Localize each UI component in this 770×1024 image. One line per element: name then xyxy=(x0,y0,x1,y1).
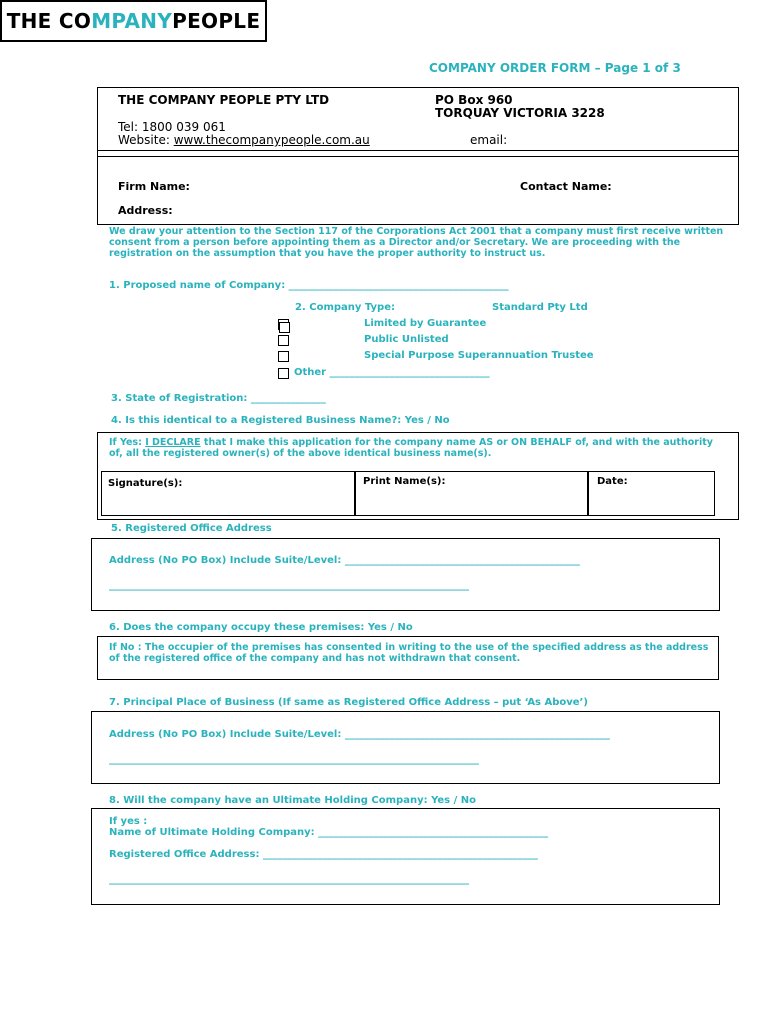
checkbox-limited-shadow xyxy=(279,322,290,333)
section-117-notice: We draw your attention to the Section 117 of the Corporations Act 2001 that a company must first receive written consent from a person before appointing them as a Director and/or Secretary. We are proceeding with the registration on the assumption that you have the proper authority to instruct us. xyxy=(109,226,724,259)
q7-box xyxy=(91,711,720,784)
suburb: TORQUAY VICTORIA 3228 xyxy=(435,106,605,120)
website-link[interactable]: www.thecompanypeople.com.au xyxy=(173,133,370,147)
header-divider-2 xyxy=(97,156,739,157)
declaration-rest: that I make this application for the company name AS or ON BEHALF of, and with the authority of, all the registered owner(s) of the above identical business name(s). xyxy=(109,437,713,459)
q8-if-yes: If yes : xyxy=(109,816,148,827)
q8-label: 8. Will the company have an Ultimate Holding Company: Yes / No xyxy=(109,795,476,806)
q6-note: If No : The occupier of the premises has consented in writing to the use of the specified address as the address of the registered office of the company and has not withdrawn that consent. xyxy=(109,642,709,664)
logo-text-3: PEOPLE xyxy=(172,9,261,33)
signature-label: Signature(s): xyxy=(108,478,183,489)
checkbox-other[interactable] xyxy=(278,368,289,379)
q3-state: 3. State of Registration: _______________ xyxy=(111,393,326,404)
declaration-text xyxy=(109,437,729,459)
checkbox-public[interactable] xyxy=(278,335,289,346)
q5-address[interactable]: Address (No PO Box) Include Suite/Level: _______________________________________________ xyxy=(109,555,580,566)
q2-option-superannuation: Special Purpose Superannuation Trustee xyxy=(364,350,594,361)
q8-registered-office[interactable]: Registered Office Address: _______________________________________________________ xyxy=(109,849,538,860)
website-label: Website: xyxy=(118,133,174,147)
q1-proposed-name: 1. Proposed name of Company: ____________________________________________ xyxy=(109,280,509,291)
company-logo xyxy=(0,0,267,42)
q5-address-line2[interactable]: ________________________________________________________________________ xyxy=(109,580,469,591)
q7-label: 7. Principal Place of Business (If same as Registered Office Address – put ‘As Above’) xyxy=(109,697,588,708)
checkbox-superannuation[interactable] xyxy=(278,351,289,362)
q2-label: 2. Company Type: xyxy=(295,302,395,313)
telephone: Tel: 1800 039 061 xyxy=(118,120,226,134)
q2-option-public: Public Unlisted xyxy=(364,334,449,345)
q7-address[interactable]: Address (No PO Box) Include Suite/Level: _____________________________________________________ xyxy=(109,729,610,740)
website-row xyxy=(118,133,370,147)
email-label: email: xyxy=(470,133,508,147)
logo-text-1: THE CO xyxy=(6,9,92,33)
q8-holding-name[interactable]: Name of Ultimate Holding Company: ______________________________________________ xyxy=(109,827,549,838)
po-box: PO Box 960 xyxy=(435,93,513,107)
q6-label: 6. Does the company occupy these premises: Yes / No xyxy=(109,622,413,633)
address-label: Address: xyxy=(118,204,173,217)
q7-address-line2[interactable]: __________________________________________________________________________ xyxy=(109,754,479,765)
q4-business-name: 4. Is this identical to a Registered Business Name?: Yes / No xyxy=(111,415,450,426)
firm-name-label: Firm Name: xyxy=(118,180,190,193)
q8-address-line2[interactable]: ________________________________________________________________________ xyxy=(109,874,469,885)
q5-box xyxy=(91,538,720,611)
q5-label: 5. Registered Office Address xyxy=(111,523,272,534)
form-title: COMPANY ORDER FORM – Page 1 of 3 xyxy=(429,61,681,75)
q2-option-limited: Limited by Guarantee xyxy=(364,318,487,329)
print-name-label: Print Name(s): xyxy=(363,476,446,487)
q2-option-standard: Standard Pty Ltd xyxy=(492,302,588,313)
contact-name-label: Contact Name: xyxy=(520,180,612,193)
date-label: Date: xyxy=(597,476,628,487)
company-name: THE COMPANY PEOPLE PTY LTD xyxy=(118,93,330,107)
header-divider xyxy=(97,150,739,151)
logo-text-2: MPANY xyxy=(91,9,173,33)
declaration-emph: I DECLARE xyxy=(145,437,201,448)
q2-option-other: Other ________________________________ xyxy=(294,367,490,378)
declaration-prefix: If Yes: xyxy=(109,437,146,448)
